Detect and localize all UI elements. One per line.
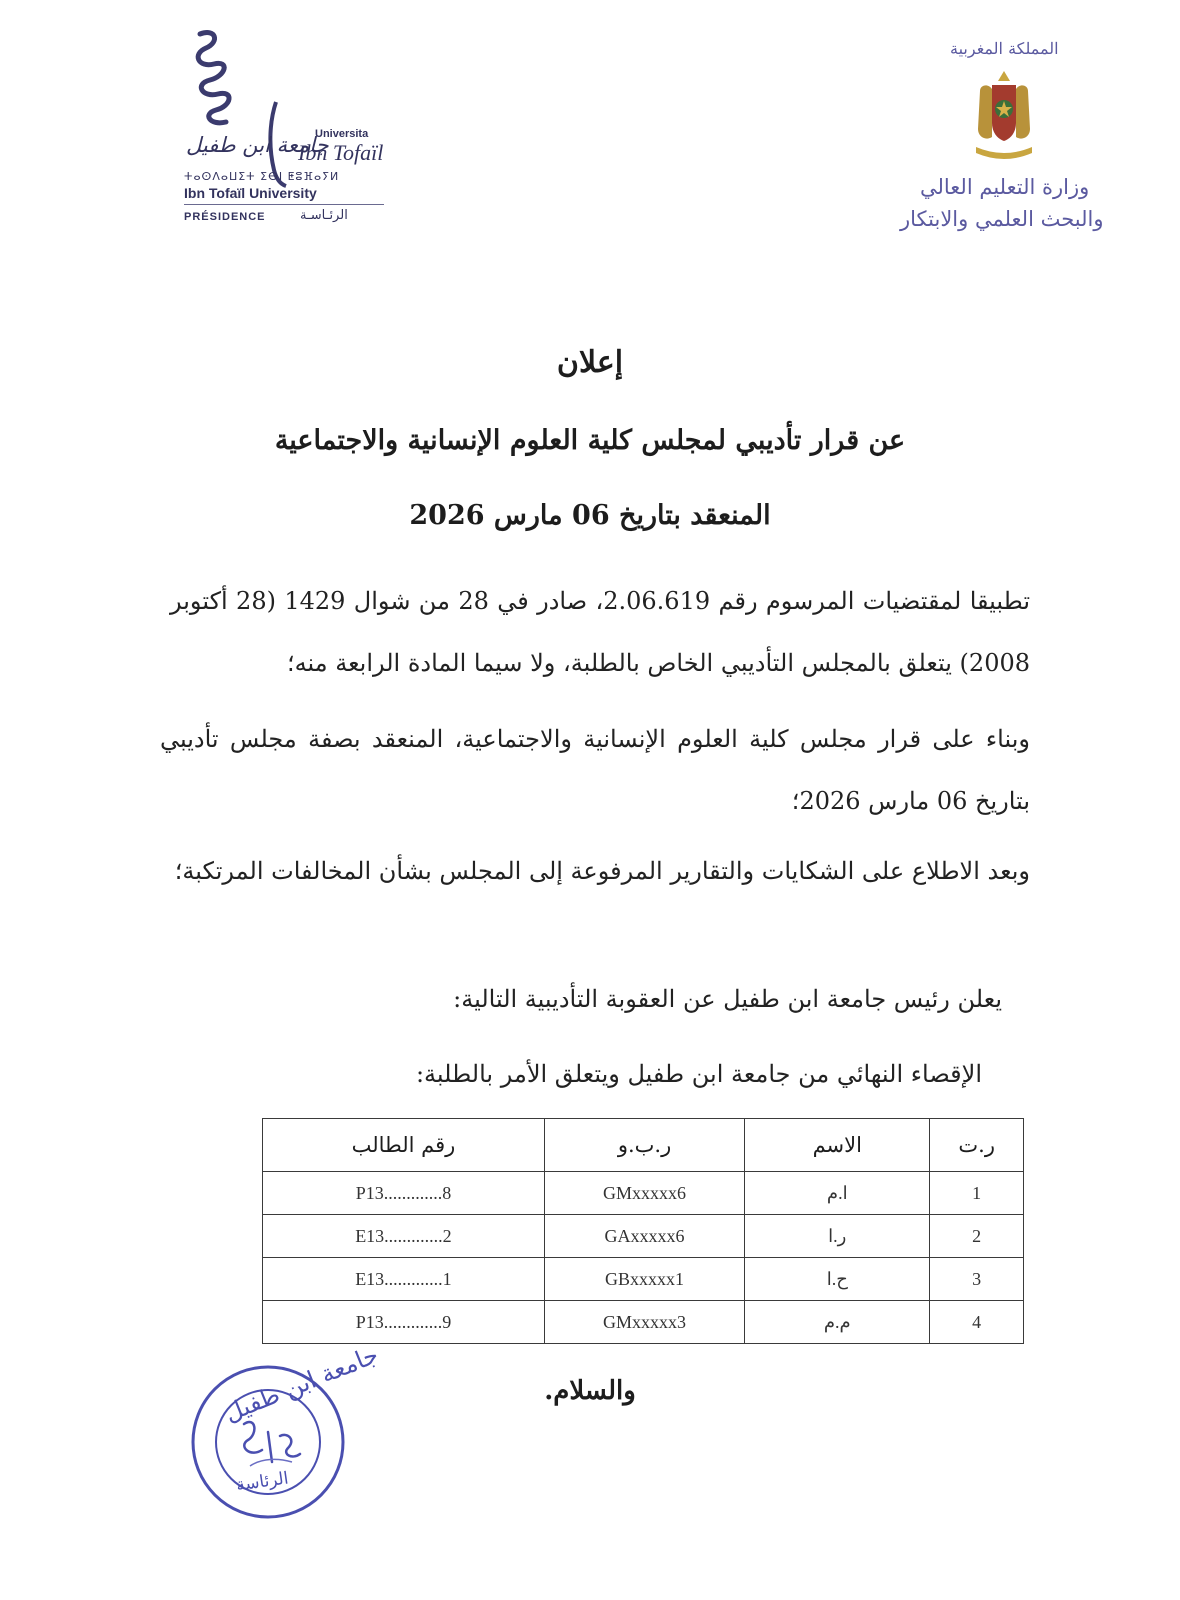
table-row [263, 1172, 1024, 1215]
university-name-french: Ibn Tofaïl [298, 140, 384, 165]
cell-rank: 2 [930, 1215, 1024, 1258]
university-name-english: Ibn Tofaïl University [184, 185, 317, 201]
cell-student-number: P13.............9 [263, 1301, 545, 1344]
ministry-name-line1: وزارة التعليم العالي [920, 175, 1090, 199]
kingdom-label: المملكة المغربية [950, 39, 1059, 58]
ministry-header [900, 35, 1130, 245]
coat-of-arms-icon [966, 67, 1042, 167]
cell-name: م.م [745, 1301, 930, 1344]
cell-student-number: E13.............1 [263, 1258, 545, 1301]
announcement-title: إعلان [556, 345, 624, 380]
cell-student-number: E13.............2 [263, 1215, 545, 1258]
cell-rank: 1 [930, 1172, 1024, 1215]
cell-rank: 3 [930, 1258, 1024, 1301]
table-header-row [263, 1119, 1024, 1172]
cell-name: ر.ا [745, 1215, 930, 1258]
university-name-tifinagh: ⵜⴰⵙⴷⴰⵡⵉⵜ ⵉⴱⵏ ⵟⵓⴼⴰⵢⵍ [184, 170, 340, 183]
cell-name: ا.م [745, 1172, 930, 1215]
stamp-university-text: جامعة ابن طفيل [220, 1340, 383, 1428]
ministry-name-line2: والبحث العلمي والابتكار [900, 207, 1104, 231]
wave-logo-icon [186, 28, 256, 138]
cell-rank: 4 [930, 1301, 1024, 1344]
cell-student-number: P13.............8 [263, 1172, 545, 1215]
announcement-subtitle: عن قرار تأديبي لمجلس كلية العلوم الإنسانية والاجتماعية [274, 425, 906, 456]
table-row [263, 1301, 1024, 1344]
stamp-presidency-text: الرئاسة [234, 1468, 290, 1496]
table-row [263, 1215, 1024, 1258]
sanction-line: الإقصاء النهائي من جامعة ابن طفيل ويتعلق الأمر بالطلبة: [415, 1060, 982, 1088]
cell-national-id: GBxxxxx1 [544, 1258, 744, 1301]
presidence-label-arabic: الرئـاسـة [300, 208, 348, 223]
closing-salutation: والسلام. [544, 1376, 636, 1406]
column-header-student-number: رقم الطالب [263, 1119, 545, 1172]
university-logo [180, 28, 410, 233]
column-header-rank: ر.ت [930, 1119, 1024, 1172]
cell-national-id: GAxxxxx6 [544, 1215, 744, 1258]
university-name-arabic: جامعة ابن طفيل [186, 133, 329, 157]
cell-national-id: GMxxxxx3 [544, 1301, 744, 1344]
presidence-label: PRÉSIDENCE [184, 211, 266, 223]
official-stamp [188, 1340, 383, 1526]
cell-name: ح.ا [745, 1258, 930, 1301]
legal-basis-paragraph: تطبيقا لمقتضيات المرسوم رقم 2.06.619، صادر في 28 من شوال 1429 (28 أكتوبر 2008) يتعلق بالمجلس التأديبي الخاص بالطلبة، ولا سيما المادة الرابعة منه؛ [170, 587, 1030, 677]
complaints-paragraph: وبعد الاطلاع على الشكايات والتقارير المرفوعة إلى المجلس بشأن المخالفات المرتكبة؛ [174, 857, 1030, 885]
council-decision-paragraph: وبناء على قرار مجلس كلية العلوم الإنسانية والاجتماعية، المنعقد بصفة مجلس تأديبي بتاريخ 06 مارس 2026؛ [160, 725, 1030, 815]
logo-divider [184, 204, 384, 205]
university-label-small: Universita [315, 128, 369, 140]
students-table [262, 1118, 1024, 1344]
column-header-national-id: ر.ب.و [544, 1119, 744, 1172]
table-row [263, 1258, 1024, 1301]
column-header-name: الاسم [745, 1119, 930, 1172]
announcement-line: يعلن رئيس جامعة ابن طفيل عن العقوبة التأديبية التالية: [453, 985, 1002, 1013]
cell-national-id: GMxxxxx6 [544, 1172, 744, 1215]
meeting-date-line: المنعقد بتاريخ 06 مارس 2026 [409, 500, 771, 531]
